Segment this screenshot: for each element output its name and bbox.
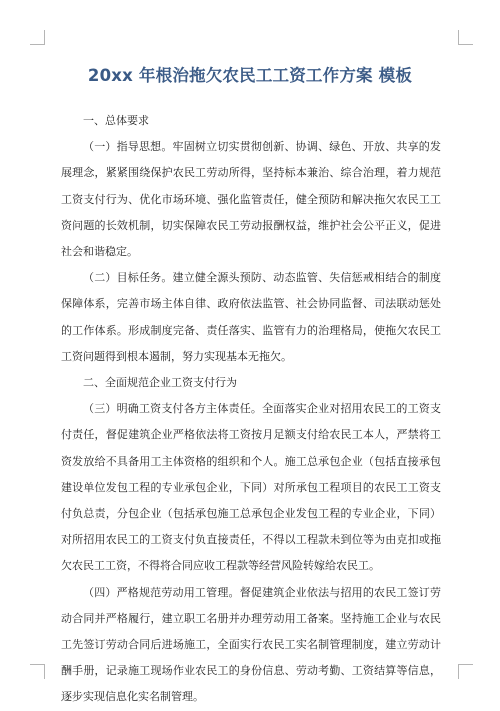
document-title: 20xx 年根治拖欠农民工工资工作方案 模板 bbox=[87, 66, 413, 85]
page-corner-mark-top-left bbox=[30, 30, 45, 45]
paragraph-labor-management: （四）严格规范劳动用工管理。督促建筑企业依法与招用的农民工签订劳动合同并严格履行，建立职工名册并办理劳动用工备案。坚持施工企业与农民工先签订劳动合同后进场施工，全面实行农民工实名制管理制度，建立劳动计酬手册，记录施工现场作业农民工的身份信息、劳动考勤、工资结算等信息，逐步实现信息化实名制管理。 bbox=[61, 585, 441, 704]
section-heading-wage-payment: 二、全面规范企业工资支付行为 bbox=[83, 376, 237, 390]
document-body bbox=[61, 108, 441, 711]
page-corner-mark-bottom-right bbox=[458, 664, 473, 679]
section-heading-general-requirements: 一、总体要求 bbox=[83, 114, 149, 127]
page-corner-mark-bottom-left bbox=[30, 664, 45, 679]
page-corner-mark-top-right bbox=[458, 30, 473, 45]
paragraph-responsibilities: （三）明确工资支付各方主体责任。全面落实企业对招用农民工的工资支付责任，督促建筑企业严格依法将工资按月足额支付给农民工本人，严禁将工资发放给不具备用工主体资格的组织和个人。施工总承包企业（包括直接承包建设单位发包工程的专业承包企业，下同）对所承包工程项目的农民工工资支付负总责，分包企业（包括承包施工总承包企业发包工程的专业企业，下同）对所招用农民工的工资支付负直接责任，不得以工程款未到位等为由克扣或拖欠农民工工资，不得将合同应收工程款等经营风险转嫁给农民工。 bbox=[61, 402, 441, 573]
paragraph-goals-tasks: （二）目标任务。建立健全源头预防、动态监管、失信惩戒相结合的制度保障体系，完善市场主体自律、政府依法监管、社会协同监督、司法联动惩处的工作体系。形成制度完备、责任落实、监管有力的治理格局，使拖欠农民工工资问题得到根本遏制，努力实现基本无拖欠。 bbox=[61, 271, 441, 363]
paragraph-guiding-ideology: （一）指导思想。牢固树立切实贯彻创新、协调、绿色、开放、共享的发展理念，紧紧围绕保护农民工劳动所得，坚持标本兼治、综合治理，着力规范工资支付行为、优化市场环境、强化监管责任，健全预防和解决拖欠农民工工资问题的长效机制，切实保障农民工劳动报酬权益，维护社会公平正义，促进社会和谐稳定。 bbox=[61, 140, 441, 259]
